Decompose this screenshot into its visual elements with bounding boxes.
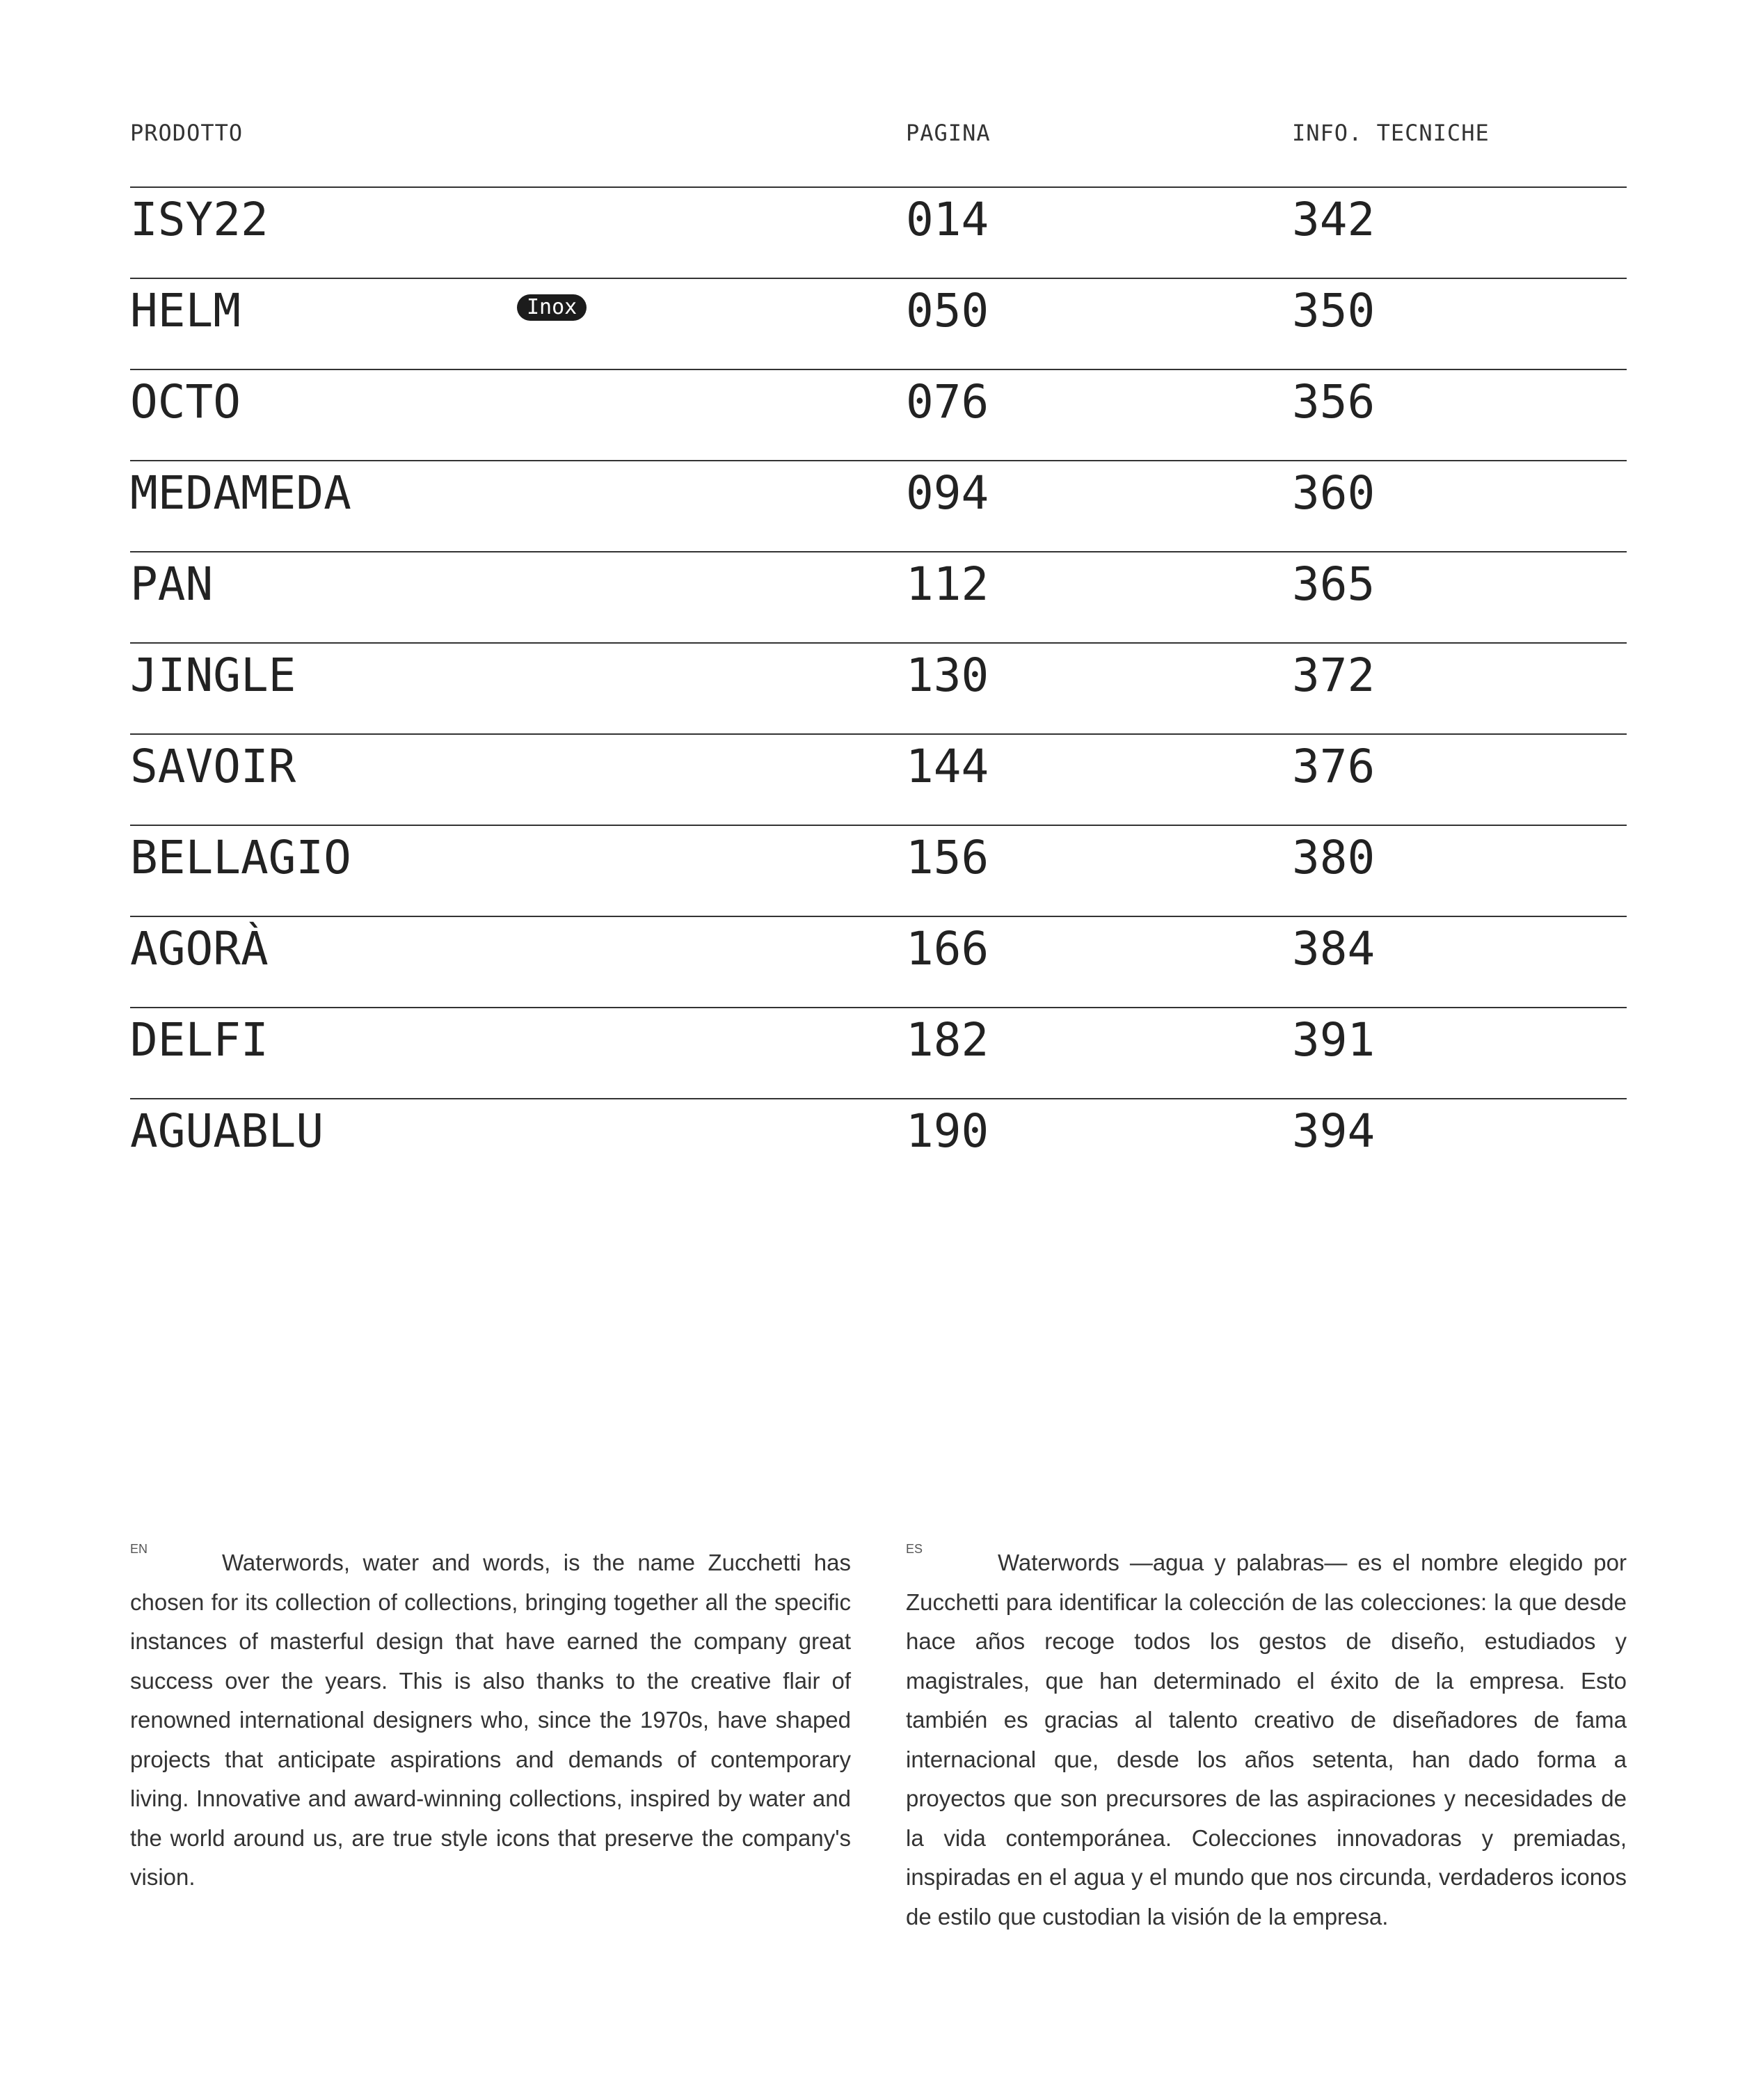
page-number: 130 (906, 649, 989, 702)
table-row[interactable] (130, 186, 1627, 278)
language-label-en: EN (130, 1542, 148, 1556)
page-number: 112 (906, 557, 989, 611)
tech-page-number: 391 (1292, 1013, 1376, 1067)
product-name: ISY22 (130, 193, 269, 246)
table-row[interactable] (130, 460, 1627, 551)
tech-page-number: 365 (1292, 557, 1376, 611)
product-name: MEDAMEDA (130, 466, 351, 520)
product-name: JINGLE (130, 649, 296, 702)
spanish-description (906, 1543, 1627, 1936)
product-name: AGORÀ (130, 922, 269, 976)
page-number: 014 (906, 193, 989, 246)
product-name: HELM (130, 284, 241, 337)
tech-page-number: 356 (1292, 375, 1376, 429)
header-page: PAGINA (906, 120, 991, 146)
table-row[interactable] (130, 916, 1627, 1007)
table-row[interactable] (130, 1007, 1627, 1098)
page-number: 076 (906, 375, 989, 429)
table-row[interactable] (130, 825, 1627, 916)
table-row[interactable] (130, 278, 1627, 369)
table-row[interactable] (130, 733, 1627, 825)
product-name: OCTO (130, 375, 241, 429)
inox-badge: Inox (517, 294, 587, 321)
page-number: 050 (906, 284, 989, 337)
tech-page-number: 394 (1292, 1104, 1376, 1158)
header-product: PRODOTTO (130, 120, 244, 146)
product-name: PAN (130, 557, 214, 611)
page-number: 166 (906, 922, 989, 976)
tech-page-number: 360 (1292, 466, 1376, 520)
table-row[interactable] (130, 369, 1627, 460)
tech-page-number: 342 (1292, 193, 1376, 246)
page-number: 190 (906, 1104, 989, 1158)
header-tech-info: INFO. TECNICHE (1292, 120, 1490, 146)
page-number: 182 (906, 1013, 989, 1067)
english-paragraph: Waterwords, water and words, is the name Zucchetti has chosen for its collection of collections, bringing together all the specific instances of masterful design that have earned the company great success over the years. This is also thanks to the creative flair of renowned international designers who, since the 1970s, have shaped projects that anticipate aspirations and demands of contemporary living. Innovative and award-winning collections, inspired by water and the world around us, are true style icons that preserve the company's vision. (130, 1550, 851, 1890)
product-name: AGUABLU (130, 1104, 324, 1158)
tech-page-number: 372 (1292, 649, 1376, 702)
spanish-paragraph: Waterwords —agua y palabras— es el nombre elegido por Zucchetti para identificar la colección de las colecciones: la que desde hace años recoge todos los gestos de diseño, estudiados y magistrales, que han determinado el éxito de la empresa. Esto también es gracias al talento creativo de diseñadores de fama internacional que, desde los años setenta, han dado forma a proyectos que son precursores de las aspiraciones y necesidades de la vida contemporánea. Colecciones innovadoras y premiadas, inspiradas en el agua y el mundo que nos circunda, verdaderos iconos de estilo que custodian la visión de la empresa. (906, 1550, 1627, 1930)
page-number: 094 (906, 466, 989, 520)
language-label-es: ES (906, 1542, 923, 1556)
english-description (130, 1543, 851, 1898)
product-index-table (130, 186, 1627, 1189)
tech-page-number: 376 (1292, 740, 1376, 793)
table-row[interactable] (130, 642, 1627, 733)
table-row[interactable] (130, 551, 1627, 642)
product-name: DELFI (130, 1013, 269, 1067)
product-name: BELLAGIO (130, 831, 351, 884)
page-number: 156 (906, 831, 989, 884)
product-name: SAVOIR (130, 740, 296, 793)
tech-page-number: 384 (1292, 922, 1376, 976)
table-row[interactable] (130, 1098, 1627, 1189)
tech-page-number: 350 (1292, 284, 1376, 337)
page-number: 144 (906, 740, 989, 793)
tech-page-number: 380 (1292, 831, 1376, 884)
